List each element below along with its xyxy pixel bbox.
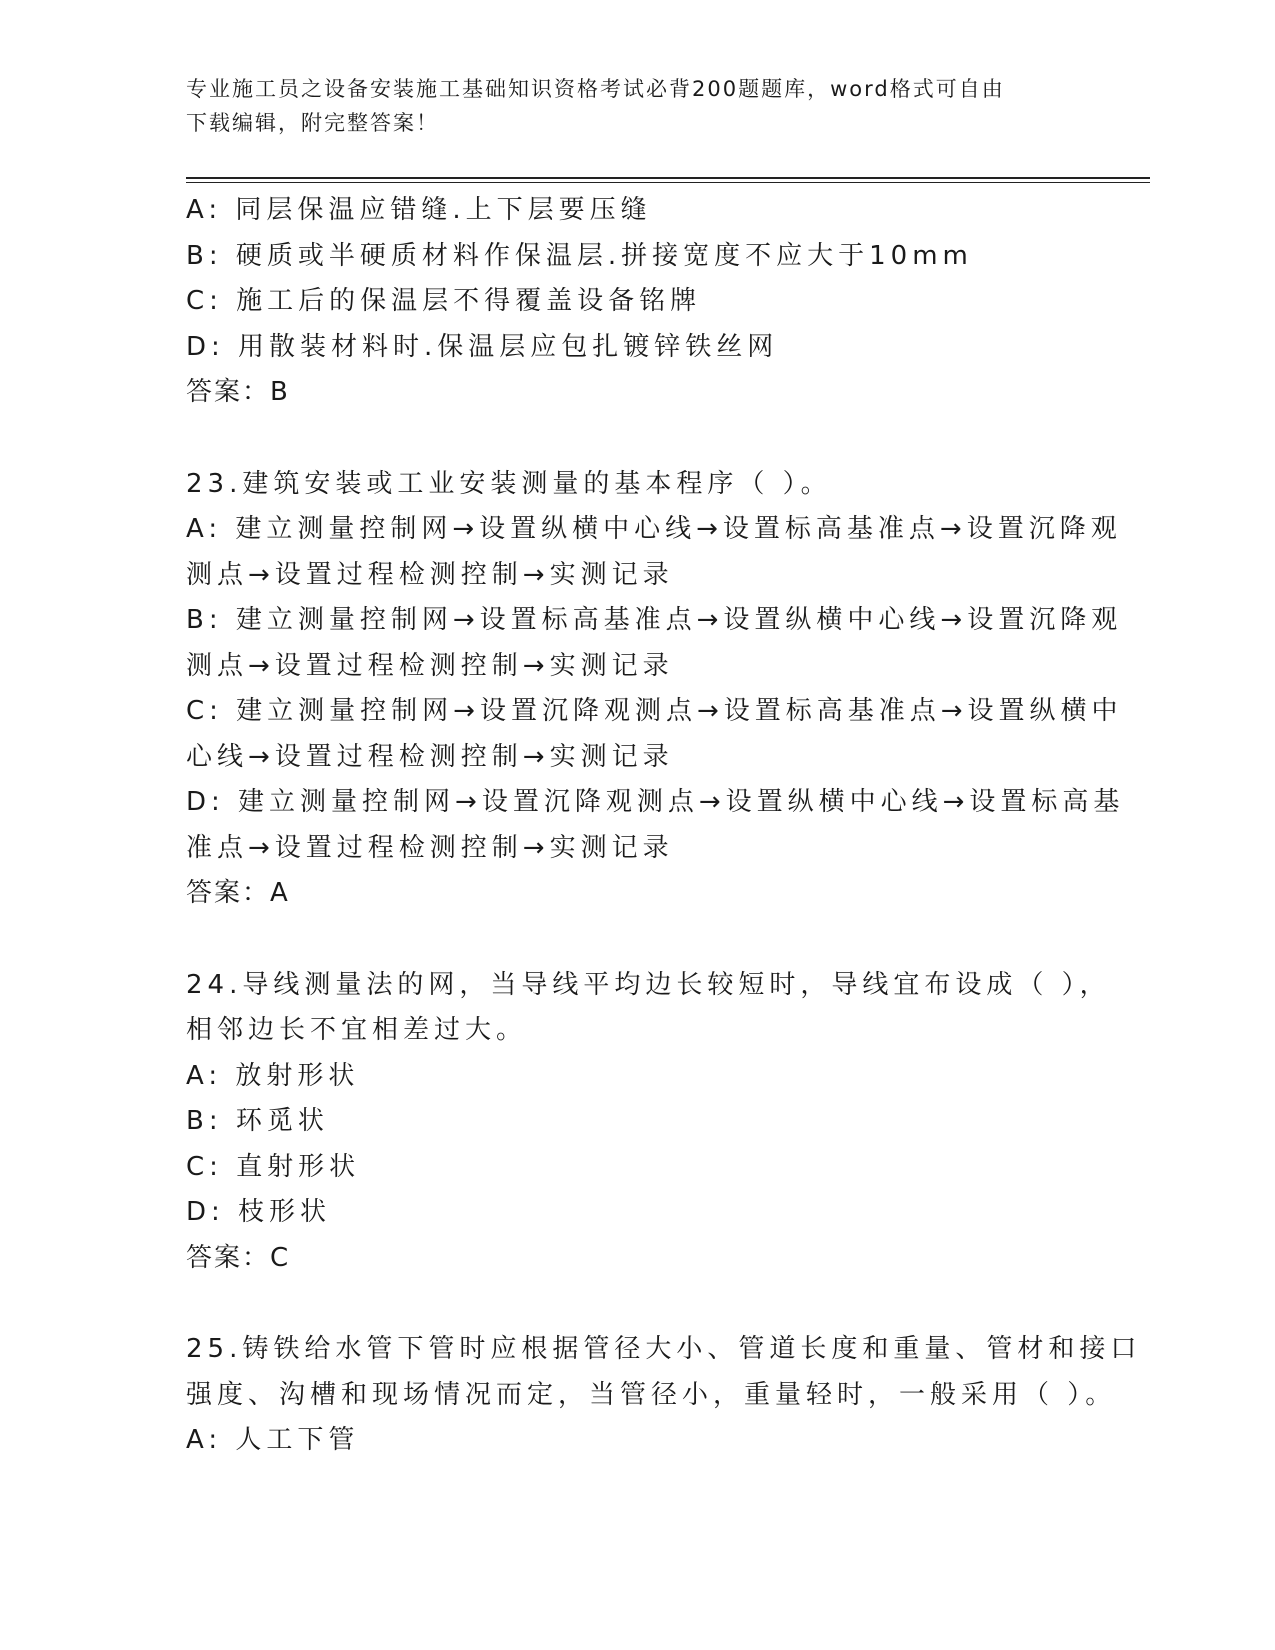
spacer — [186, 917, 1086, 963]
option-c: C: 施工后的保温层不得覆盖设备铭牌 — [186, 286, 702, 316]
question-22 — [186, 188, 1086, 416]
header-rule-thin — [186, 182, 1150, 183]
answer: 答案：B — [186, 377, 290, 407]
option-d: D: 用散装材料时.保温层应包扎镀锌铁丝网 — [186, 331, 779, 362]
question-text-line-1: 24.导线测量法的网，当导线平均边长较短时，导线宜布设成（ ）， — [186, 969, 1111, 1000]
option-d: D: 枝形状 — [186, 1197, 332, 1227]
answer: 答案：C — [186, 1242, 291, 1273]
option-c: C: 直射形状 — [186, 1151, 361, 1182]
document-header — [186, 72, 1066, 140]
option-a-line-1: A: 建立测量控制网→设置纵横中心线→设置标高基准点→设置沉降观 — [186, 514, 1122, 544]
question-24 — [186, 963, 1111, 1282]
question-list — [186, 188, 1142, 1464]
spacer — [186, 416, 1086, 462]
option-a: A: 放射形状 — [186, 1060, 360, 1091]
question-23 — [186, 462, 1125, 917]
option-a: A: 人工下管 — [186, 1425, 360, 1455]
question-text: 23.建筑安装或工业安装测量的基本程序（ ）。 — [186, 468, 832, 499]
option-b-line-2: 测点→设置过程检测控制→实测记录 — [186, 650, 674, 681]
spacer — [186, 1281, 1086, 1327]
question-text-line-2: 强度、沟槽和现场情况而定，当管径小，重量轻时，一般采用（ ）。 — [186, 1379, 1117, 1410]
header-rule-thick — [186, 177, 1150, 179]
question-text-line-2: 相邻边长不宜相差过大。 — [186, 1015, 528, 1045]
question-text-line-1: 25.铸铁给水管下管时应根据管径大小、管道长度和重量、管材和接口 — [186, 1334, 1142, 1364]
question-25 — [186, 1327, 1142, 1464]
option-b-line-1: B: 建立测量控制网→设置标高基准点→设置纵横中心线→设置沉降观 — [186, 605, 1123, 635]
header-line-2: 下载编辑，附完整答案！ — [186, 111, 439, 135]
option-d-line-1: D: 建立测量控制网→设置沉降观测点→设置纵横中心线→设置标高基 — [186, 787, 1125, 817]
option-d-line-2: 准点→设置过程检测控制→实测记录 — [186, 832, 674, 863]
option-b: B: 环觅状 — [186, 1106, 329, 1136]
answer: 答案：A — [186, 878, 290, 908]
header-line-1: 专业施工员之设备安装施工基础知识资格考试必背200题题库，word格式可自由 — [186, 77, 1005, 101]
option-c-line-2: 心线→设置过程检测控制→实测记录 — [186, 741, 674, 772]
option-c-line-1: C: 建立测量控制网→设置沉降观测点→设置标高基准点→设置纵横中 — [186, 696, 1123, 726]
option-b: B: 硬质或半硬质材料作保温层.拼接宽度不应大于10mm — [186, 240, 973, 271]
option-a-line-2: 测点→设置过程检测控制→实测记录 — [186, 559, 674, 590]
option-a: A: 同层保温应错缝.上下层要压缝 — [186, 195, 652, 225]
